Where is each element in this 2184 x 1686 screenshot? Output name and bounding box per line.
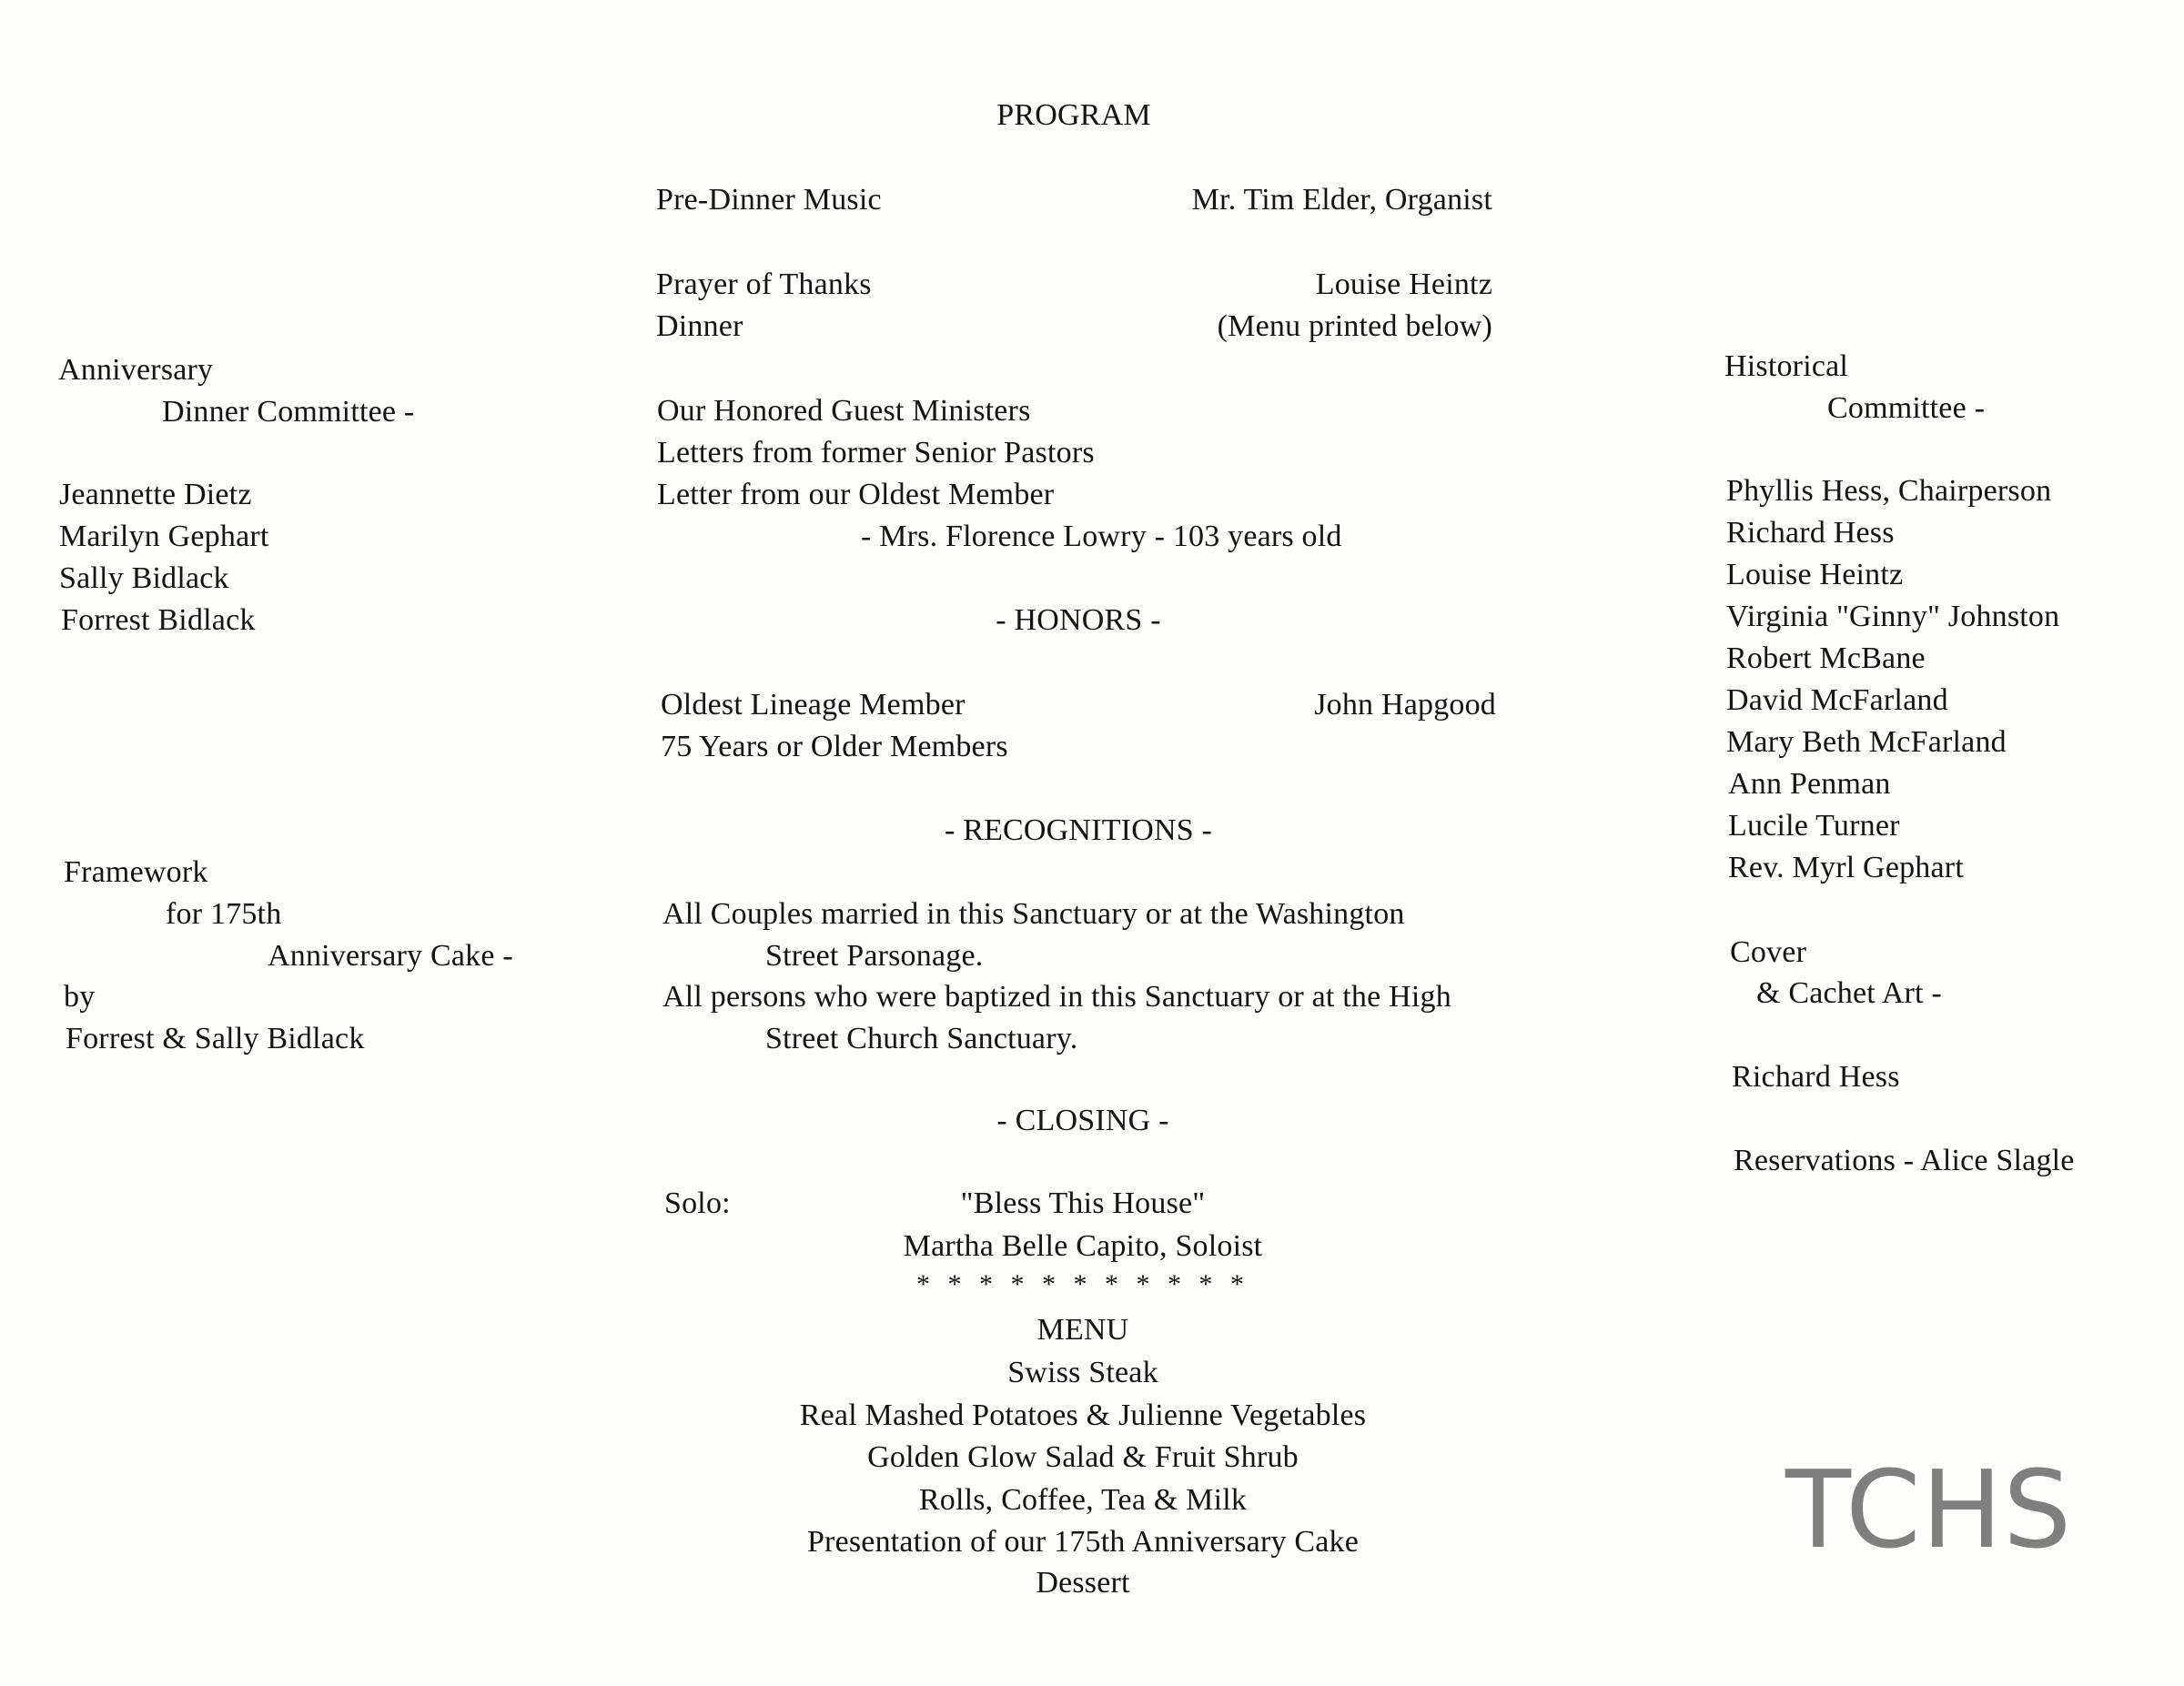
committee-member: Forrest Bidlack [61,603,256,637]
program-item-value: Mr. Tim Elder, Organist [1191,183,1492,217]
cover-art-credit: & Cachet Art - [1756,976,1942,1010]
recognition-line: Street Church Sanctuary. [765,1022,1078,1055]
section-divider: * * * * * * * * * * * [916,1269,1249,1299]
recognition-line: All Couples married in this Sanctuary or at the Washington [662,897,1405,931]
program-item-label: Letters from former Senior Pastors [657,436,1095,469]
tchs-watermark: TCHS [1785,1447,2073,1572]
committee-member: Virginia "Ginny" Johnston [1726,600,2060,633]
program-item-label: Pre-Dinner Music [656,183,882,217]
dinner-committee-heading: Anniversary [58,353,214,387]
committee-member: Marilyn Gephart [59,520,269,553]
menu-heading: MENU [1036,1313,1129,1347]
program-item-value: (Menu printed below) [1217,309,1492,343]
recognitions-heading: - RECOGNITIONS - [944,813,1213,847]
menu-item: Presentation of our 175th Anniversary Cake [806,1525,1360,1559]
committee-member: Robert McBane [1726,641,1926,675]
committee-member: Jeannette Dietz [59,478,252,511]
soloist-name: Martha Belle Capito, Soloist [903,1229,1263,1263]
program-item-value: Louise Heintz [1315,268,1492,301]
menu-item: Golden Glow Salad & Fruit Shrub [867,1440,1299,1474]
framework-credit: Framework [64,855,208,889]
committee-member: Mary Beth McFarland [1726,725,2007,759]
solo-song: "Bless This House" [960,1186,1206,1220]
committee-member: Ann Penman [1728,767,1891,801]
framework-credit: Anniversary Cake - [268,939,513,973]
program-item-label: Dinner [656,309,743,343]
historical-committee-heading: Committee - [1827,391,1986,425]
menu-item: Real Mashed Potatoes & Julienne Vegetables [799,1398,1367,1432]
honors-item-label: Oldest Lineage Member [661,688,966,722]
committee-member: Rev. Myrl Gephart [1728,851,1964,884]
recognition-line: Street Parsonage. [765,939,984,973]
committee-member: Lucile Turner [1728,809,1900,843]
menu-item: Dessert [1036,1566,1130,1600]
menu-item: Rolls, Coffee, Tea & Milk [918,1483,1248,1517]
committee-member: Sally Bidlack [59,561,229,595]
committee-member: Richard Hess [1726,516,1895,550]
reservations-credit: Reservations - Alice Slagle [1734,1144,2075,1177]
honors-item-value: John Hapgood [1314,688,1496,722]
honors-heading: - HONORS - [996,603,1161,637]
recognition-line: All persons who were baptized in this Sanctuary or at the High [662,980,1451,1014]
program-title: PROGRAM [996,98,1151,132]
closing-heading: - CLOSING - [996,1104,1169,1137]
framework-credit: for 175th [166,897,282,931]
solo-label: Solo: [664,1186,731,1220]
program-item-label: Prayer of Thanks [656,268,872,301]
cover-art-credit: Cover [1730,935,1807,969]
menu-item: Swiss Steak [1007,1356,1158,1389]
committee-member: Phyllis Hess, Chairperson [1726,474,2052,508]
historical-committee-heading: Historical [1724,349,1849,383]
honors-item-label: 75 Years or Older Members [661,730,1008,763]
committee-member: David McFarland [1726,683,1948,717]
cover-artist: Richard Hess [1732,1060,1900,1094]
framework-credit: Forrest & Sally Bidlack [66,1022,365,1055]
program-item-label: Letter from our Oldest Member [657,478,1055,511]
framework-credit: by [64,980,96,1014]
program-item-label: Our Honored Guest Ministers [657,394,1031,428]
committee-member: Louise Heintz [1726,558,1904,591]
dinner-committee-heading: Dinner Committee - [162,395,415,429]
program-item-label: - Mrs. Florence Lowry - 103 years old [861,520,1342,553]
